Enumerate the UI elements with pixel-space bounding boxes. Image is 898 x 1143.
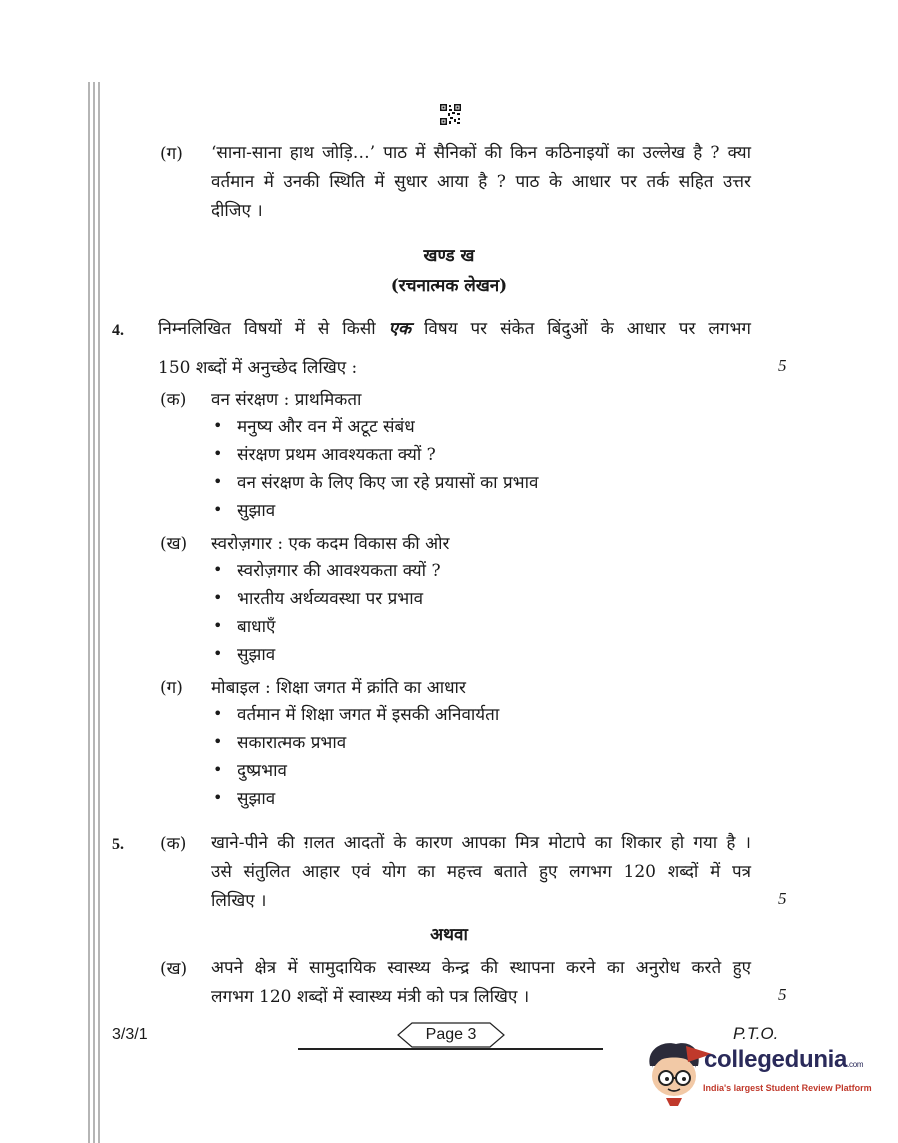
text-line: ‘साना-साना हाथ जोड़ि…’ पाठ में सैनिकों की किन कठिनाइयों का उल्लेख है ? क्या — [211, 143, 751, 163]
list-item: भारतीय अर्थव्यवस्था पर प्रभाव — [237, 589, 424, 609]
bullet: • — [213, 416, 223, 435]
text-line: लिखिए । — [211, 891, 267, 911]
brand-tagline: India's largest Student Review Platform — [703, 1083, 872, 1093]
brand-text: collegedunia — [704, 1046, 848, 1073]
option-label: (क) — [160, 834, 187, 854]
question-text — [211, 139, 751, 226]
bullet: • — [213, 500, 223, 519]
bullet: • — [213, 704, 223, 723]
marks: 5 — [778, 985, 787, 1004]
bullet: • — [213, 444, 223, 463]
question-text — [211, 829, 751, 916]
bullet: • — [213, 732, 223, 751]
option-label: (ग) — [160, 678, 183, 698]
option-label: (क) — [160, 390, 187, 410]
marks: 5 — [778, 356, 787, 375]
emphasis-word: एक — [388, 319, 412, 339]
text-fragment: विषय पर संकेत बिंदुओं के आधार पर लगभग — [424, 319, 751, 339]
bullet: • — [213, 560, 223, 579]
topic-title: मोबाइल : शिक्षा जगत में क्रांति का आधार — [211, 678, 466, 698]
question-text — [158, 315, 751, 344]
bullet: • — [213, 588, 223, 607]
bullet: • — [213, 472, 223, 491]
paper-code: 3/3/1 — [112, 1026, 148, 1043]
option-label: (ख) — [160, 534, 188, 554]
list-item: सुझाव — [237, 645, 276, 665]
footer-rule — [298, 1048, 603, 1050]
pto-label: P.T.O. — [733, 1024, 779, 1043]
bullet: • — [213, 760, 223, 779]
bullet: • — [213, 788, 223, 807]
text-line: अपने क्षेत्र में सामुदायिक स्वास्थ्य केन्द्र की स्थापना करने का अनुरोध करते हुए — [211, 958, 751, 978]
topic-title: वन संरक्षण : प्राथमिकता — [211, 390, 362, 410]
bullet: • — [213, 644, 223, 663]
question-text — [211, 954, 751, 1012]
or-separator: अथवा — [430, 925, 468, 945]
margin-line — [93, 82, 95, 1143]
list-item: सुझाव — [237, 789, 276, 809]
text-line: उसे संतुलित आहार एवं योग का महत्त्व बताते हुए लगभग 120 शब्दों में पत्र — [211, 862, 751, 882]
page-number: Page 3 — [425, 1026, 477, 1043]
list-item: वन संरक्षण के लिए किए जा रहे प्रयासों का प्रभाव — [237, 473, 539, 493]
question-number: 4. — [112, 322, 124, 339]
section-subtitle: (रचनात्मक लेखन) — [390, 276, 508, 296]
marks: 5 — [778, 889, 787, 908]
margin-line — [98, 82, 100, 1143]
margin-line — [88, 82, 90, 1143]
section-title: खण्ड ख — [423, 246, 475, 266]
list-item: सकारात्मक प्रभाव — [237, 733, 347, 753]
page-indicator — [396, 1020, 506, 1050]
option-label: (ग) — [160, 144, 183, 164]
list-item: संरक्षण प्रथम आवश्यकता क्यों ? — [237, 445, 436, 465]
bullet: • — [213, 616, 223, 635]
list-item: वर्तमान में शिक्षा जगत में इसकी अनिवार्यता — [237, 705, 500, 725]
text-fragment: निम्नलिखित विषयों में से किसी — [158, 319, 376, 339]
option-label: (ख) — [160, 959, 188, 979]
text-line: खाने-पीने की ग़लत आदतों के कारण आपका मित्र मोटापे का शिकार हो गया है । — [211, 833, 751, 853]
text-line: वर्तमान में उनकी स्थिति में सुधार आया है ? पाठ के आधार पर तर्क सहित उत्तर — [211, 172, 751, 192]
question-text: 150 शब्दों में अनुच्छेद लिखिए : — [158, 358, 358, 378]
list-item: स्वरोज़गार की आवश्यकता क्यों ? — [237, 561, 441, 581]
text-line: दीजिए । — [211, 201, 263, 221]
question-number: 5. — [112, 836, 124, 853]
list-item: मनुष्य और वन में अटूट संबंध — [237, 417, 415, 437]
list-item: सुझाव — [237, 501, 276, 521]
qr-code-icon — [440, 104, 461, 129]
topic-title: स्वरोज़गार : एक कदम विकास की ओर — [211, 534, 450, 554]
brand-name — [704, 1046, 863, 1074]
brand-suffix: .com — [847, 1060, 864, 1069]
list-item: दुष्प्रभाव — [237, 761, 287, 781]
text-line: लगभग 120 शब्दों में स्वास्थ्य मंत्री को पत्र लिखिए । — [211, 987, 530, 1007]
list-item: बाधाएँ — [237, 617, 276, 637]
